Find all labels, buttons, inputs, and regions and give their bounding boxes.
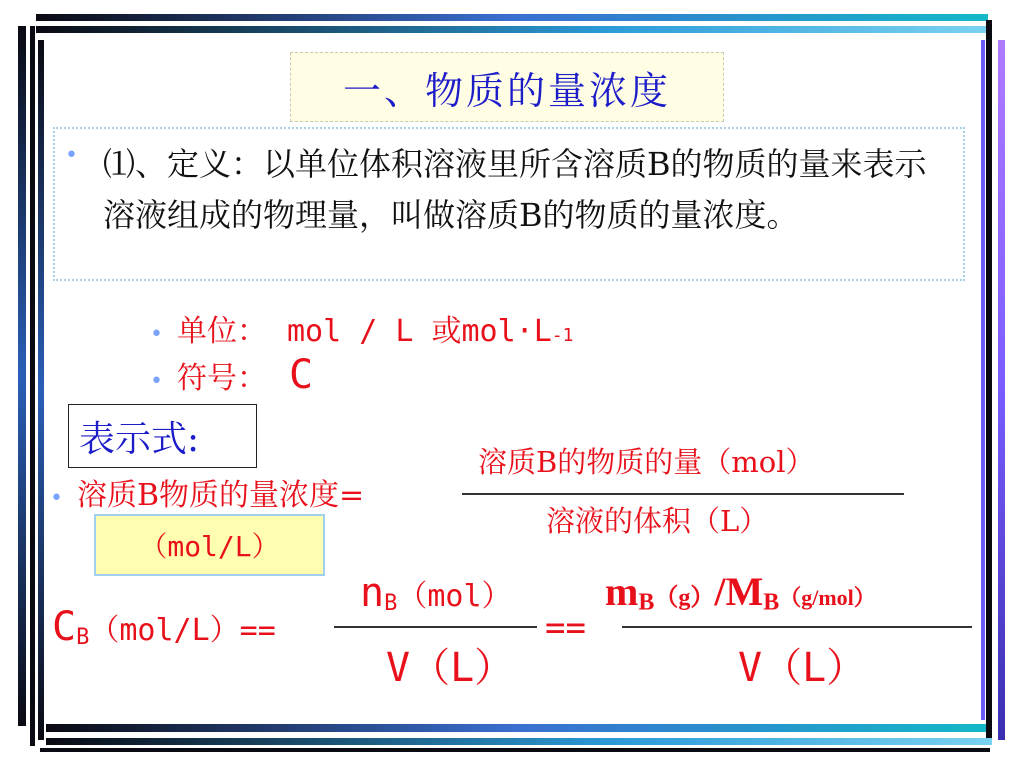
bullet-icon: • — [50, 486, 63, 511]
frac-a-n-sub: B — [384, 590, 398, 616]
frac-b-M-sub: B — [763, 589, 780, 616]
formula-cb — [52, 604, 276, 650]
frac-b-m: m — [605, 569, 639, 614]
concentration-label: 溶质B物质的量浓度= — [76, 478, 365, 513]
frac-b-g: （g） — [654, 585, 715, 611]
bullet-icon: • — [150, 322, 163, 347]
definition-text: ⑴、定义：以单位体积溶液里所含溶质B的物质的量来表示溶液组成的物理量，叫做溶质B的物质的量浓度。 — [103, 145, 927, 234]
symbol-label: 符号： — [176, 361, 267, 396]
frac-b-numerator — [605, 568, 876, 616]
title-box — [290, 52, 724, 122]
concentration-line — [50, 470, 364, 514]
frac-a-numerator — [360, 570, 512, 616]
frac-b-denominator: V（L） — [738, 645, 867, 691]
frac-a-n: n — [360, 570, 385, 616]
expression-label: 表示式: — [79, 418, 200, 460]
frac-a-unit: （mol） — [397, 579, 512, 614]
slide-title: 一、物质的量浓度 — [342, 68, 671, 113]
concentration-numerator: 溶质B的物质的量（mol） — [478, 445, 815, 479]
fraction-bar — [622, 626, 972, 628]
frac-b-unit: （g/mol） — [779, 585, 876, 610]
bullet-icon: • — [65, 143, 78, 168]
cb-unit: （mol/L）== — [89, 613, 276, 648]
symbol-line — [150, 352, 313, 398]
unit-line — [150, 306, 573, 350]
unit-label: 单位： — [176, 314, 267, 349]
concentration-denominator: 溶液的体积（L） — [546, 504, 769, 538]
cb-subscript: B — [76, 624, 90, 650]
bullet-icon: • — [150, 369, 163, 394]
symbol-value: C — [288, 352, 314, 398]
fraction-bar — [334, 626, 537, 628]
frac-b-m-sub: B — [638, 589, 655, 616]
unit-exponent: -1 — [551, 325, 574, 346]
frac-a-denominator: V（L） — [386, 645, 515, 691]
frac-b-slash-m: /M — [714, 569, 764, 614]
unit-box-text: （mol/L） — [139, 530, 280, 563]
expression-label-box — [68, 404, 257, 468]
unit-value: mol / L 或mol·L — [286, 314, 552, 349]
unit-box — [94, 514, 325, 576]
fraction-bar — [462, 493, 904, 495]
equals-sign: == — [545, 608, 586, 648]
cb-symbol: C — [52, 604, 77, 650]
definition-box — [53, 127, 965, 281]
